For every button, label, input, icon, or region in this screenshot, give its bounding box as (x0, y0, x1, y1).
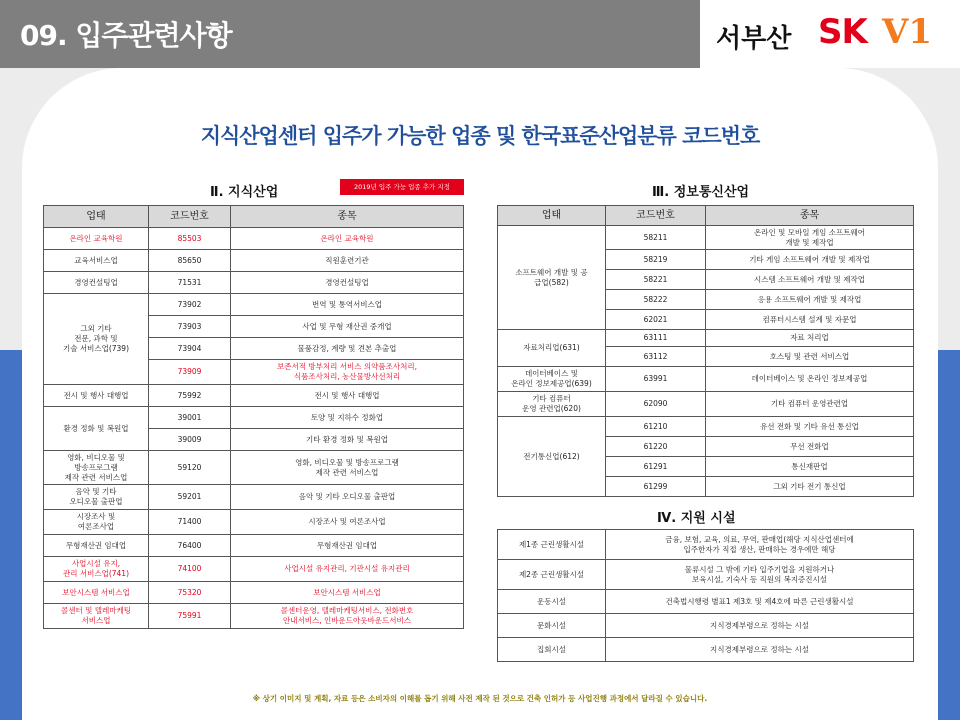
table-row (44, 451, 464, 485)
code-cell: 58219 (606, 250, 706, 270)
item-cell: 기타 컴퓨터 운영관련업 (706, 392, 914, 417)
business-type-cell: 교육서비스업 (44, 250, 149, 272)
code-cell: 63991 (606, 367, 706, 392)
business-type-cell: 콜센터 및 텔레마케팅 서비스업 (44, 604, 149, 629)
table-header-row (498, 206, 914, 226)
item-cell: 시스템 소프트웨어 개발 및 제작업 (706, 270, 914, 290)
code-cell: 39009 (149, 429, 231, 451)
table-row (44, 557, 464, 582)
item-cell: 무형재산권 임대업 (231, 535, 464, 557)
table-row (44, 272, 464, 294)
item-cell: 사업 및 무형 재산권 중개업 (231, 316, 464, 338)
table-row (44, 485, 464, 510)
item-cell: 음악 및 기타 오디오물 출판업 (231, 485, 464, 510)
code-cell: 58222 (606, 290, 706, 310)
facility-desc-cell: 건축법시행령 별표1 제3호 및 제4호에 따른 근린생활시설 (606, 590, 914, 614)
item-cell: 온라인 및 모바일 게임 소프트웨어 개발 및 제작업 (706, 226, 914, 250)
table-row (498, 590, 914, 614)
code-cell: 59120 (149, 451, 231, 485)
table-row (498, 330, 914, 347)
business-type-cell: 데이터베이스 및 온라인 정보제공업(639) (498, 367, 606, 392)
support-facility-table (497, 529, 914, 662)
code-cell: 61291 (606, 457, 706, 477)
table-row (498, 638, 914, 662)
code-cell: 59201 (149, 485, 231, 510)
table-row (44, 385, 464, 407)
item-cell: 응용 소프트웨어 개발 및 제작업 (706, 290, 914, 310)
facility-desc-cell: 지식경제부령으로 정하는 시설 (606, 638, 914, 662)
business-type-cell: 시장조사 및 여론조사업 (44, 510, 149, 535)
column-header-business: 업태 (498, 206, 606, 226)
added-industry-badge: 2019년 입주 가능 업종 추가 지정 (340, 179, 464, 195)
table-row (498, 560, 914, 590)
table-row (498, 530, 914, 560)
table-row (498, 367, 914, 392)
table-row (498, 226, 914, 250)
item-cell: 번역 및 통역서비스업 (231, 294, 464, 316)
column-header-item: 종목 (706, 206, 914, 226)
brand-area-name: 서부산 (716, 24, 792, 54)
table-row (498, 614, 914, 638)
business-type-cell: 무형재산권 임대업 (44, 535, 149, 557)
business-type-cell: 자료처리업(631) (498, 330, 606, 367)
table-row (498, 417, 914, 437)
code-cell: 61220 (606, 437, 706, 457)
code-cell: 58221 (606, 270, 706, 290)
business-type-cell: 보안시스템 서비스업 (44, 582, 149, 604)
table-row (44, 250, 464, 272)
business-type-cell: 온라인 교육학원 (44, 228, 149, 250)
business-type-cell: 환경 정화 및 복원업 (44, 407, 149, 451)
facility-desc-cell: 금융, 보험, 교육, 의료, 무역, 판매업(해당 지식산업센터에 입주한자가 직접 생산, 판매하는 경우에만 해당 (606, 530, 914, 560)
item-cell: 물품감정, 계량 및 견본 추출업 (231, 338, 464, 360)
item-cell: 사업시설 유지관리, 기관시설 유지관리 (231, 557, 464, 582)
business-type-cell: 전기통신업(612) (498, 417, 606, 497)
facility-name-cell: 운동시설 (498, 590, 606, 614)
disclaimer-footer: ※ 상기 이미지 및 계획, 자료 등은 소비자의 이해를 돕기 위해 사전 제작 된 것으로 건축 인허가 등 사업진행 과정에서 달라질 수 있습니다. (252, 694, 708, 703)
brand-sk: SK (818, 12, 867, 52)
item-cell: 무선 전화업 (706, 437, 914, 457)
code-cell: 71531 (149, 272, 231, 294)
facility-name-cell: 문화시설 (498, 614, 606, 638)
item-cell: 보안시스템 서비스업 (231, 582, 464, 604)
business-type-cell: 영화, 비디오물 및 방송프로그램 제작 관련 서비스업 (44, 451, 149, 485)
business-type-cell: 음악 및 기타 오디오물 출판업 (44, 485, 149, 510)
code-cell: 73909 (149, 360, 231, 385)
item-cell: 기타 환경 정화 및 복원업 (231, 429, 464, 451)
item-cell: 통신재판업 (706, 457, 914, 477)
code-cell: 62090 (606, 392, 706, 417)
item-cell: 온라인 교육학원 (231, 228, 464, 250)
code-cell: 75992 (149, 385, 231, 407)
business-type-cell: 그외 기타 전문, 과학 및 기술 서비스업(739) (44, 294, 149, 385)
business-type-cell: 전시 및 행사 대행업 (44, 385, 149, 407)
brand-v1: V1 (882, 12, 933, 52)
item-cell: 유선 전화 및 기타 유선 통신업 (706, 417, 914, 437)
code-cell: 85650 (149, 250, 231, 272)
item-cell: 보존서적 방부처리 서비스 의약품조사처리, 식품조사처리, 농산물방사선처리 (231, 360, 464, 385)
item-cell: 콜센터운영, 텔레마케팅서비스, 전화번호 안내서비스, 인바운드아웃바운드서비스 (231, 604, 464, 629)
section-title-support: Ⅳ. 지원 시설 (657, 511, 736, 526)
column-header-item: 종목 (231, 206, 464, 228)
item-cell: 데이터베이스 및 온라인 정보제공업 (706, 367, 914, 392)
section-title-knowledge: Ⅱ. 지식산업 (210, 185, 279, 200)
code-cell: 76400 (149, 535, 231, 557)
code-cell: 61299 (606, 477, 706, 497)
section-title-ict: Ⅲ. 정보통신산업 (652, 185, 750, 200)
business-type-cell: 경영컨설팅업 (44, 272, 149, 294)
code-cell: 58211 (606, 226, 706, 250)
item-cell: 호스팅 및 관련 서비스업 (706, 347, 914, 367)
ict-industry-table (497, 205, 914, 497)
business-type-cell: 기타 컴퓨터 운영 관련업(620) (498, 392, 606, 417)
column-header-code: 코드번호 (606, 206, 706, 226)
table-row (44, 510, 464, 535)
business-type-cell: 소프트웨어 개발 및 공 급업(582) (498, 226, 606, 330)
facility-name-cell: 집회시설 (498, 638, 606, 662)
facility-desc-cell: 지식경제부령으로 정하는 시설 (606, 614, 914, 638)
item-cell: 영화, 비디오물 및 방송프로그램 제작 관련 서비스업 (231, 451, 464, 485)
item-cell: 컴퓨터시스템 설계 및 자문업 (706, 310, 914, 330)
code-cell: 75991 (149, 604, 231, 629)
facility-name-cell: 제1종 근린생활시설 (498, 530, 606, 560)
code-cell: 62021 (606, 310, 706, 330)
table-row (44, 294, 464, 316)
code-cell: 85503 (149, 228, 231, 250)
item-cell: 그외 기타 전기 통신업 (706, 477, 914, 497)
facility-desc-cell: 물류시설 그 밖에 기타 입주기업을 지원하거나 보육시설, 기숙사 등 직원의 복지증진시설 (606, 560, 914, 590)
business-type-cell: 사업시설 유지, 관리 서비스업(741) (44, 557, 149, 582)
code-cell: 73902 (149, 294, 231, 316)
code-cell: 63111 (606, 330, 706, 347)
code-cell: 73904 (149, 338, 231, 360)
item-cell: 토양 및 지하수 정화업 (231, 407, 464, 429)
table-row (498, 392, 914, 417)
item-cell: 직원훈련기관 (231, 250, 464, 272)
table-row (44, 535, 464, 557)
main-title: 지식산업센터 입주가 가능한 업종 및 한국표준산업분류 코드번호 (200, 124, 760, 148)
item-cell: 기타 게임 소프트웨어 개발 및 제작업 (706, 250, 914, 270)
item-cell: 전시 및 행사 대행업 (231, 385, 464, 407)
knowledge-industry-table (43, 205, 464, 629)
code-cell: 75320 (149, 582, 231, 604)
code-cell: 73903 (149, 316, 231, 338)
table-row (44, 582, 464, 604)
page-title: 09. 입주관련사항 (20, 19, 232, 52)
code-cell: 63112 (606, 347, 706, 367)
item-cell: 시장조사 및 여론조사업 (231, 510, 464, 535)
column-header-business: 업태 (44, 206, 149, 228)
item-cell: 자료 처리업 (706, 330, 914, 347)
code-cell: 74100 (149, 557, 231, 582)
table-row (44, 228, 464, 250)
column-header-code: 코드번호 (149, 206, 231, 228)
table-row (44, 604, 464, 629)
table-header-row (44, 206, 464, 228)
facility-name-cell: 제2종 근린생활시설 (498, 560, 606, 590)
table-row (44, 407, 464, 429)
code-cell: 61210 (606, 417, 706, 437)
item-cell: 경영컨설팅업 (231, 272, 464, 294)
code-cell: 71400 (149, 510, 231, 535)
code-cell: 39001 (149, 407, 231, 429)
